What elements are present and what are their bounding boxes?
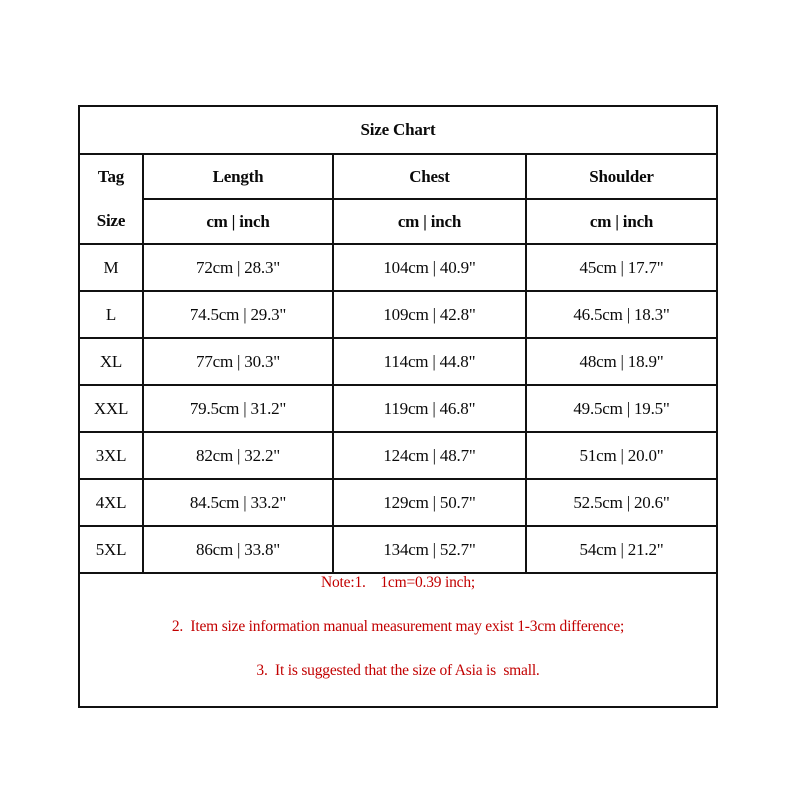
unit-header-chest: cm | inch: [333, 199, 526, 244]
unit-header-row: [79, 199, 717, 244]
chest-cell: 114cm | 44.8": [333, 338, 526, 385]
shoulder-cell: 52.5cm | 20.6": [526, 479, 717, 526]
length-cell: 77cm | 30.3": [143, 338, 333, 385]
shoulder-cell: 48cm | 18.9": [526, 338, 717, 385]
table-row-xl: [79, 338, 717, 385]
table-row-m: [79, 244, 717, 291]
shoulder-cell: 54cm | 21.2": [526, 526, 717, 573]
length-cell: 72cm | 28.3": [143, 244, 333, 291]
notes-row: [79, 573, 717, 707]
tag-size-header-inner: [80, 155, 142, 243]
header-row: [79, 154, 717, 199]
size-cell: 4XL: [79, 479, 143, 526]
length-cell: 79.5cm | 31.2": [143, 385, 333, 432]
chest-cell: 119cm | 46.8": [333, 385, 526, 432]
unit-header-length: cm | inch: [143, 199, 333, 244]
table-title: Size Chart: [79, 106, 717, 154]
note-line-2: 2. Item size information manual measurement may exist 1-3cm difference;: [171, 618, 625, 635]
length-cell: 84.5cm | 33.2": [143, 479, 333, 526]
length-cell: 74.5cm | 29.3": [143, 291, 333, 338]
length-cell: 86cm | 33.8": [143, 526, 333, 573]
column-header-length: Length: [143, 154, 333, 199]
size-chart-table: [78, 105, 718, 708]
notes-section: [79, 573, 717, 707]
note-line-3: 3. It is suggested that the size of Asia is small.: [256, 662, 540, 679]
size-cell: L: [79, 291, 143, 338]
unit-header-shoulder: cm | inch: [526, 199, 717, 244]
table-row-3xl: [79, 432, 717, 479]
size-cell: M: [79, 244, 143, 291]
chest-cell: 129cm | 50.7": [333, 479, 526, 526]
tag-header-label: Tag: [97, 167, 125, 186]
size-cell: XXL: [79, 385, 143, 432]
column-header-chest: Chest: [333, 154, 526, 199]
chest-cell: 109cm | 42.8": [333, 291, 526, 338]
note-line-1: Note:1. 1cm=0.39 inch;: [321, 574, 475, 591]
chest-cell: 134cm | 52.7": [333, 526, 526, 573]
shoulder-cell: 51cm | 20.0": [526, 432, 717, 479]
table-row-4xl: [79, 479, 717, 526]
title-row: [79, 106, 717, 154]
chest-cell: 124cm | 48.7": [333, 432, 526, 479]
table-row-l: [79, 291, 717, 338]
shoulder-cell: 46.5cm | 18.3": [526, 291, 717, 338]
chest-cell: 104cm | 40.9": [333, 244, 526, 291]
table-row-xxl: [79, 385, 717, 432]
size-cell: XL: [79, 338, 143, 385]
size-cell: 3XL: [79, 432, 143, 479]
shoulder-cell: 49.5cm | 19.5": [526, 385, 717, 432]
size-header-label: Size: [96, 211, 126, 230]
column-header-shoulder: Shoulder: [526, 154, 717, 199]
length-cell: 82cm | 32.2": [143, 432, 333, 479]
table-row-5xl: [79, 526, 717, 573]
size-cell: 5XL: [79, 526, 143, 573]
tag-size-header: [79, 154, 143, 244]
shoulder-cell: 45cm | 17.7": [526, 244, 717, 291]
